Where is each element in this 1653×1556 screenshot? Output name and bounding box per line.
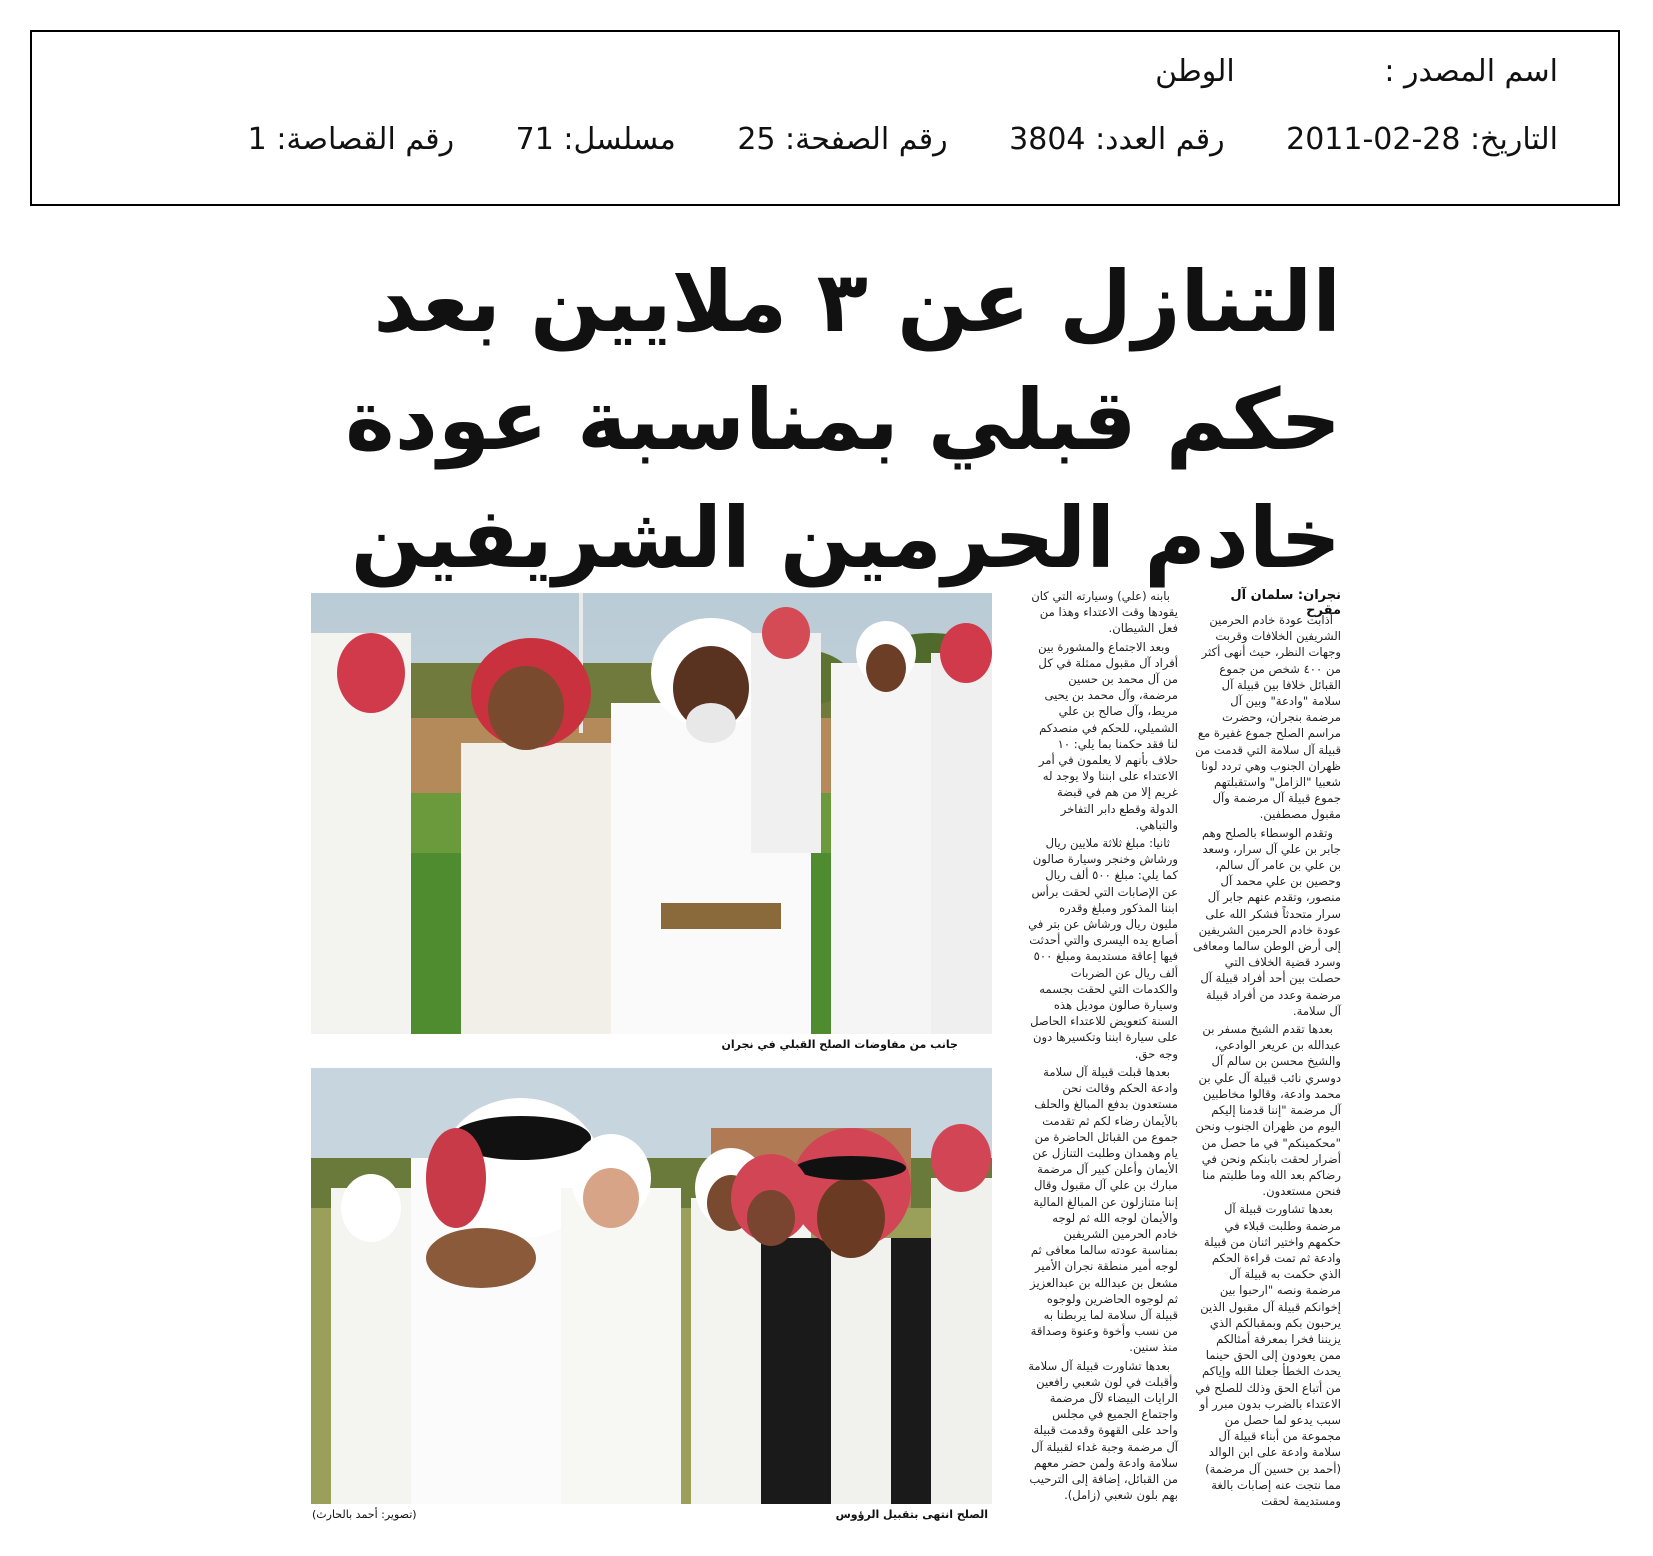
source-line — [1155, 54, 1558, 89]
source-value: الوطن — [1155, 54, 1235, 89]
issue-label: رقم العدد: — [1095, 122, 1225, 157]
article-headline — [341, 243, 1341, 597]
source-label: اسم المصدر : — [1384, 54, 1558, 89]
paragraph: ثانيا: مبلغ ثلاثة ملايين ريال ورشاش وخنجر وسيارة صالون كما يلي: مبلغ ٥٠٠ ألف ريال عن الإصابات التي لحقت برأس ابننا المذكور ومبلغ وقدره مليون ريال ورشاش عن بتر في أصابع يده اليسرى والتي أحدثت فيها إعاقة مستديمة ومبلغ ٥٠٠ ألف ريال عن الضربات والكدمات التي لحقت بجسمه وسيارة صالون موديل هذه السنة كتعويض للاعتداء الحاصل على سيارة ابننا وتكسيرها دون وجه حق. — [1028, 836, 1178, 1061]
text-column-1 — [1193, 612, 1341, 1532]
date-label: التاريخ: — [1470, 122, 1558, 157]
clip-label: رقم القصاصة: — [276, 122, 455, 157]
paragraph: وتقدم الوسطاء بالصلح وهم جابر بن علي آل سرار، وسعد بن علي بن عامر آل سالم، وحصين بن علي محمد آل منصور، وتقدم عنهم جابر آل سرار متحدثاً فشكر الله على عودة خادم الحرمين الشريفين إلى أرض الوطن سالما ومعافى وسرد قضية الخلاف التي حصلت بين أحد أفراد قبيلة آل مرضمة وعدد من أفراد قبيلة آل سلامة. — [1193, 825, 1341, 1018]
clip-value: 1 — [247, 122, 267, 157]
paragraph: أذابت عودة خادم الحرمين الشريفين الخلافات وقربت وجهات النظر، حيث أنهى أكثر من ٤٠٠ شخص من جموع القبائل خلافا بين قبيلة آل سلامة "وادعة" وبين آل مرضمة بنجران، وحضرت مراسم الصلح جموع غفيرة مع قبيلة آل سلامة التي قدمت من ظهران الجنوب وهي تردد لونا شعبيا "الزامل" واستقبلتهم جموع قبيلة آل مرضمة وآل مقبول مصطفين. — [1195, 613, 1341, 822]
page-value: 25 — [737, 122, 776, 157]
photo-negotiations-image — [311, 593, 992, 1034]
headline-line: حكم قبلي بمناسبة عودة — [345, 371, 1341, 469]
details-line — [248, 122, 1558, 157]
paragraph: وبعد الاجتماع والمشورة بين أفراد آل مقبول ممثلة في كل من آل محمد بن حسين مرضمة، وآل محمد بن يحيى مريط، وآل صالح بن علي الشميلي، للحكم في منصدكم لنا فقد حكمنا بما يلي: ١٠ حلاف بأنهم لا يعلمون في أمر الاعتداء على ابننا ولا يوجد له غريم إلا من هم في قبضة الدولة وقطع دابر التفاخر والتباهي. — [1038, 639, 1178, 832]
paragraph: بعدها قبلت قبيلة آل سلامة وادعة الحكم وقالت نحن مستعدون بدفع المبالغ والحلف بالأيمان رضاء لكم ثم تقدمت جموع من القبائل الحاضرة من يام وهمدان وطلبت التنازل عن الأيمان وأعلن كبير آل مرضمة مبارك بن علي آل مقبول وقال إننا متنازلون عن المبالغ المالية والأيمان لوجه الله ثم لوجه خادم الحرمين الشريفين بمناسبة عودته سالما معافى ثم لوجه أمير منطقة نجران الأمير مشعل بن عبدالله بن عبدالعزيز ثم لوجوه الحاضرين ولوجوه قبيلة آل سلامة لما يربطنا به من نسب وأخوة وعنوة وصداقة منذ سنين. — [1030, 1064, 1178, 1355]
paragraph: بعدها تقدم الشيخ مسفر بن عبدالله بن عريعر الوادعي، والشيخ محسن بن سالم آل دوسري نائب قبيلة آل علي بن محمد وادعة، وقالوا مخاطبين آل مرضمة "إننا قدمنا إليكم اليوم من ظهران الجنوب ونحن "محكمينكم" في ما حصل من أضرار لحقت بابنكم ونحن في رضاكم بعد الله وما طلبتم منا فنحن مستعدون. — [1195, 1022, 1341, 1199]
byline: نجران: سلمان آل مقرح — [1230, 588, 1341, 618]
text-column-2 — [1028, 588, 1178, 1532]
clipping-metadata-box — [30, 30, 1620, 206]
serial-label: مسلسل: — [563, 122, 676, 157]
photo-reconciliation-caption: الصلح انتهى بتقبيل الرؤوس — [835, 1508, 988, 1521]
paragraph: بعدها تشاورت قبيلة آل مرضمة وطلبت قبلاء في حكمهم واختير اثنان من قبيلة وادعة ثم تمت قراءة الحكم الذي حكمت به قبيلة آل مرضمة ونصه "ارحبوا بين إخوانكم قبيلة آل مقبول الذين يرحبون بكم وبمقبالكم الذي يزيننا فخرا بمعرفة أمثالكم ممن يعودون إلى الحق حينما يحدث الخطأ جعلنا الله وإياكم من أتباع الحق وذلك للصلح في الاعتداء بالضرب بدون مبرر أو سبب يدعو لما حصل من مجموعة من أبناء قبيلة آل سلامة وادعة على ابن الوالد (أحمد بن حسين آل مرضمة) مما نتجت عنه إصابات بالغة ومستديمة لحقت — [1195, 1202, 1341, 1508]
paragraph: بابنه (علي) وسيارته التي كان يقودها وقت الاعتداء وهذا من فعل الشيطان. — [1031, 589, 1178, 636]
paragraph: بعدها تشاورت قبيلة آل سلامة وأقبلت في لون شعبي رافعين الرايات البيضاء لآل مرضمة واجتماع الجميع في مجلس واحد على القهوة وقدمت قبيلة آل مرضمة وجبة غداء لقبيلة آل سلامة وادعة ولمن حضر معهم من القبائل، إضافة إلى الترحيب بهم بلون شعبي (زامل). — [1028, 1358, 1178, 1503]
photo-credit: (تصوير: أحمد بالحارث) — [312, 1508, 417, 1521]
page-label: رقم الصفحة: — [785, 122, 948, 157]
serial-value: 71 — [515, 122, 554, 157]
date-value: 2011-02-28 — [1286, 122, 1461, 157]
photo-reconciliation — [311, 1068, 992, 1504]
photo-negotiations-caption: جانب من مفاوضات الصلح القبلي في نجران — [721, 1038, 958, 1051]
headline-line: خادم الحرمين الشريفين — [350, 489, 1341, 587]
photo-negotiations — [311, 593, 992, 1034]
issue-value: 3804 — [1009, 122, 1086, 157]
photo-reconciliation-image — [311, 1068, 992, 1504]
headline-line: التنازل عن ٣ ملايين بعد — [373, 253, 1341, 351]
